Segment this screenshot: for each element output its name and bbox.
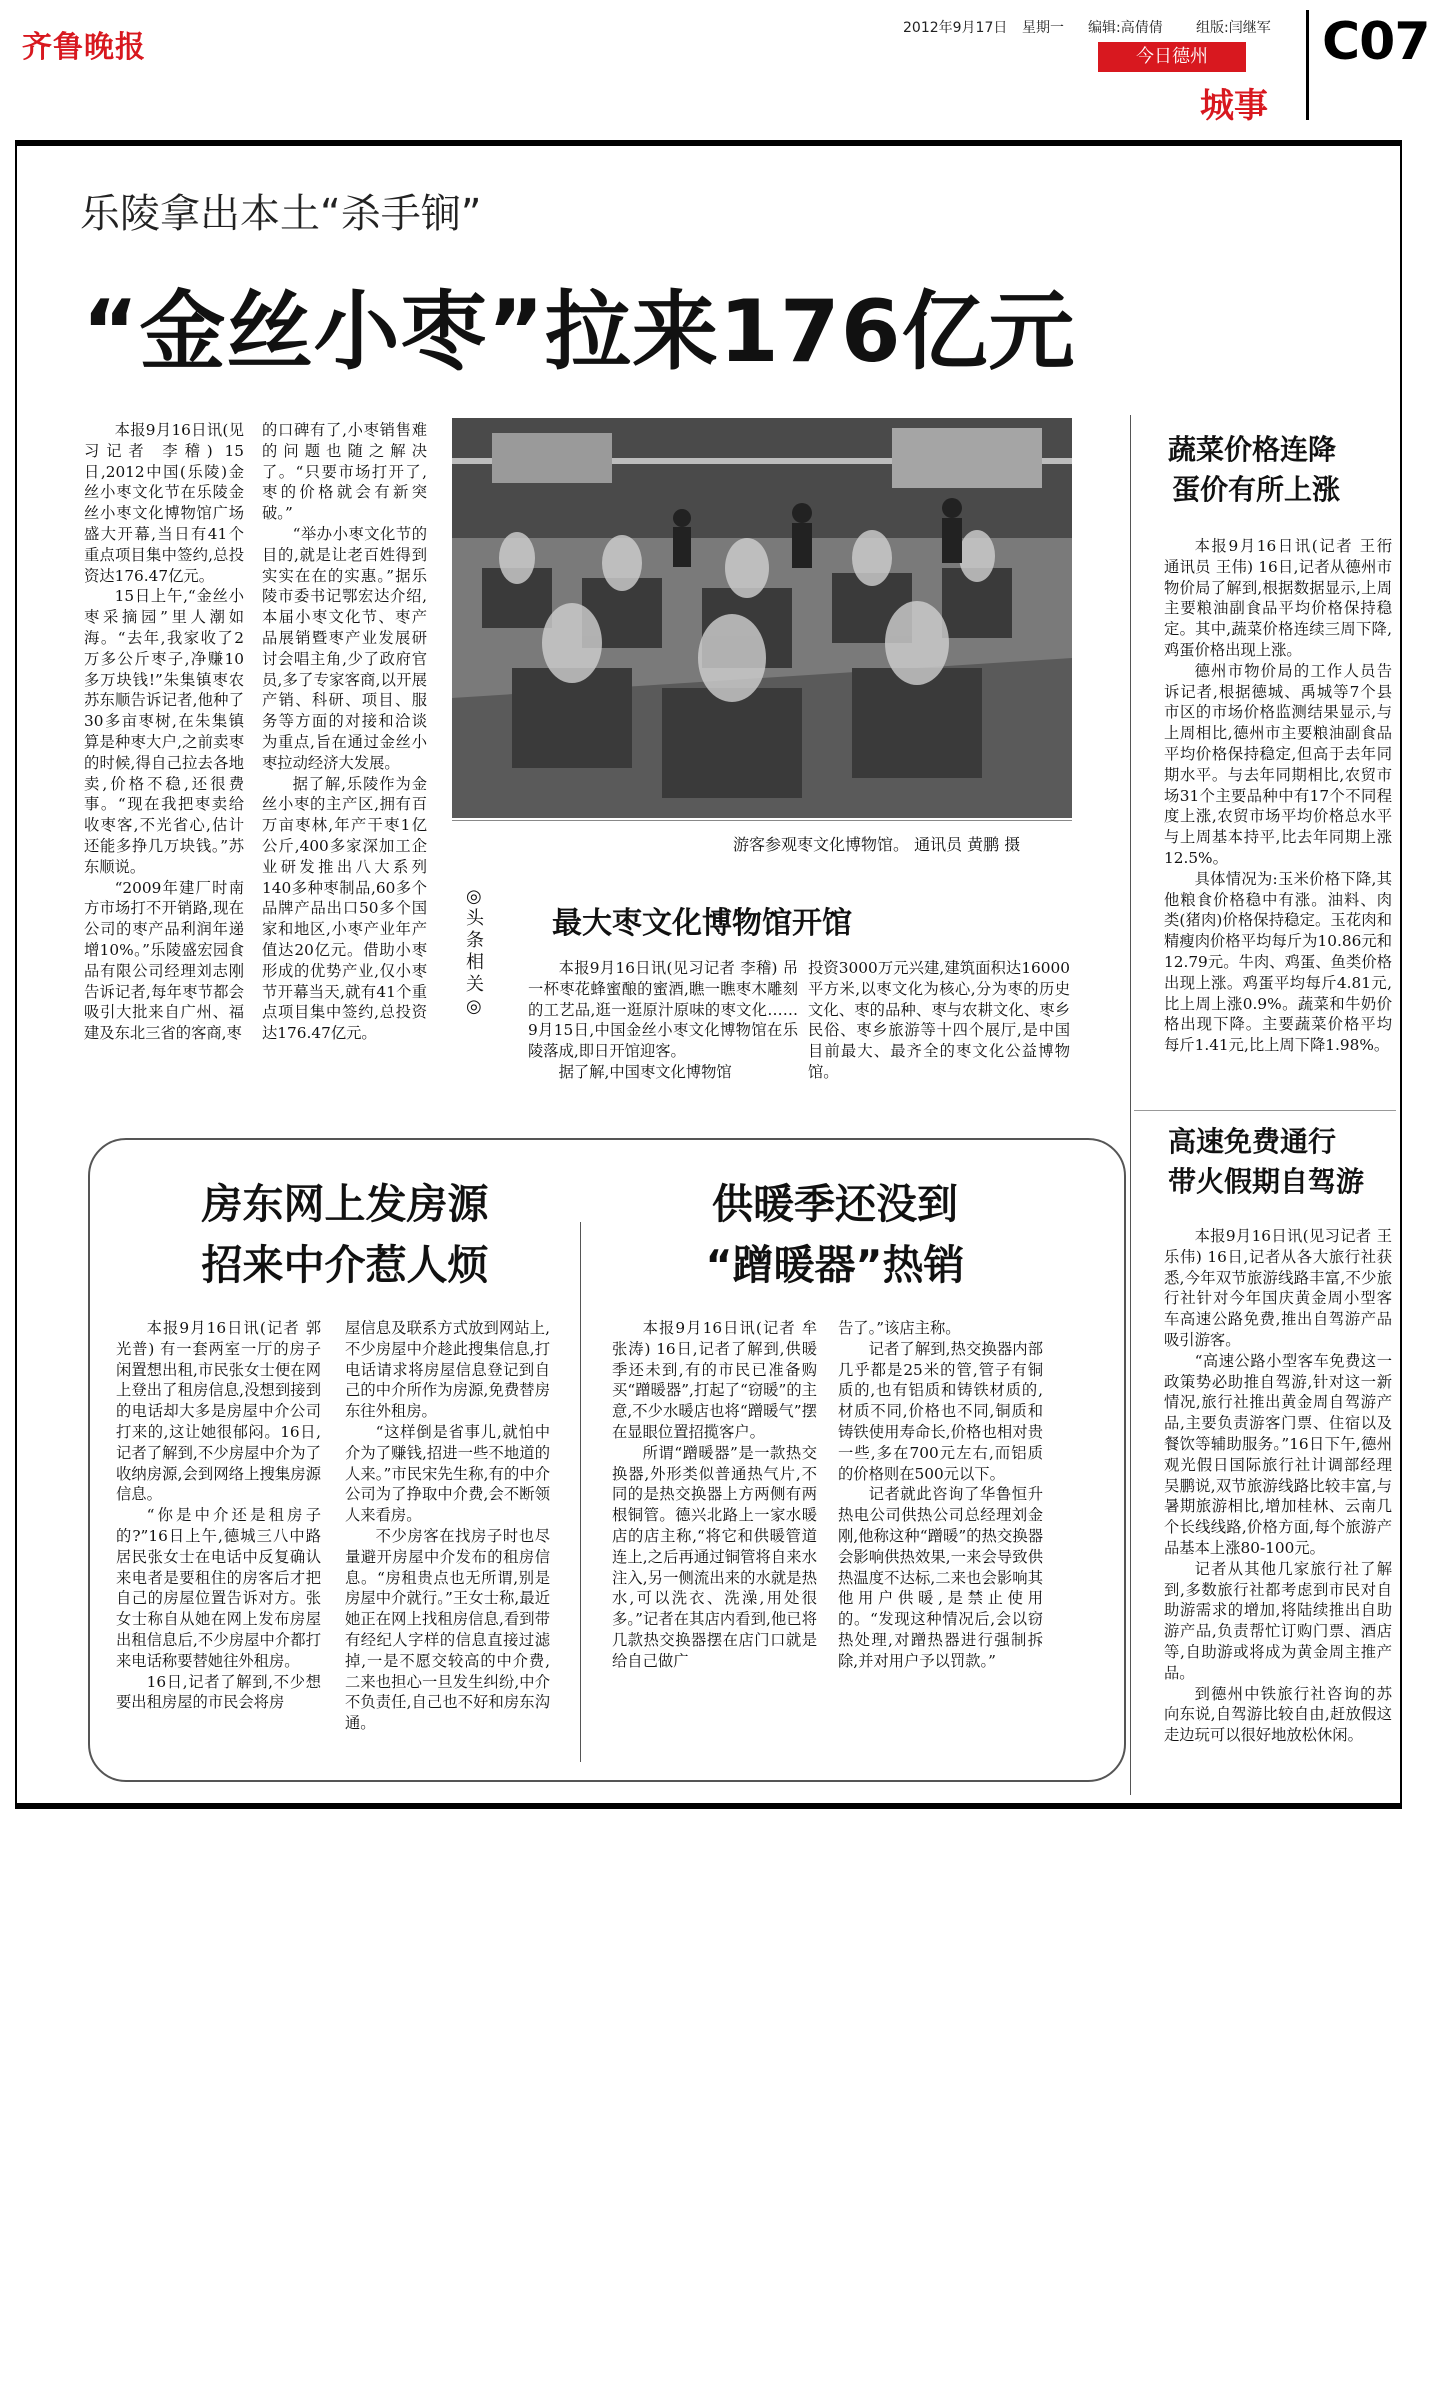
related-vertical-label: ◎头条相关◎ (466, 886, 484, 1017)
main-headline: “金丝小枣”拉来176亿元 (82, 282, 1076, 382)
main-story-col2 (262, 420, 427, 1044)
museum-col1-p1: 本报9月16日讯(见习记者 李稽) 吊一杯枣花蜂蜜酿的蜜酒,瞧一瞧枣木雕刻的工艺品,逛一逛原汁原味的枣文化……9月15日,中国金丝小枣文化博物馆在乐陵落成,即日开馆迎客。 (528, 959, 798, 1061)
main-col1-p2: 15日上午,“金丝小枣采摘园”里人潮如海。“去年,我家收了2万多公斤枣子,净赚10多万块钱!”朱集镇枣农苏东顺告诉记者,他种了30多亩枣树,在朱集镇算是种枣大户,之前卖枣的时候,得自己拉去各地卖,价格不稳,还很费事。“现在我把枣卖给收枣客,不光省心,估计还能多挣几万块钱。”苏东顺说。 (84, 587, 244, 876)
box-left-headline-1: 房东网上发房源 (201, 1180, 489, 1228)
side1-headline-2: 蛋价有所上涨 (1172, 473, 1341, 506)
box-left-col2 (345, 1318, 550, 1734)
museum-photo (452, 418, 1072, 818)
main-kicker: 乐陵拿出本土“杀手锏” (80, 191, 482, 237)
museum-col1-p2: 据了解,中国枣文化博物馆 (558, 1062, 732, 1081)
side1-p3: 具体情况为:玉米价格下降,其他粮食价格稳中有涨。油料、肉类(猪肉)价格保持稳定。玉花肉和精瘦肉价格平均每斤为10.86元和12.79元。牛肉、鸡蛋、鱼类价格出现上涨。鸡蛋平均每斤4.81元,比上周上涨0.9%。蔬菜和牛奶价格出现下降。主要蔬菜价格平均每斤1.41元,比上周下降1.98%。 (1164, 869, 1392, 1055)
side2-p2: “高速公路小型客车免费这一政策势必助推自驾游,针对这一新情况,旅行社推出黄金周自驾游产品,主要负责游客门票、住宿以及餐饮等辅助服务。”16日下午,德州观光假日国际旅行社计调部经理吴鹏说,双节旅游线路比较丰富,与暑期旅游相比,增加桂林、云南几个长线线路,价格方面,每个旅游产品基本上涨80-100元。 (1164, 1351, 1392, 1557)
box-right-col1-p2: 所谓“蹭暖器”是一款热交换器,外形类似普通热气片,不同的是热交换器上方两侧有两根铜管。德兴北路上一家水暖店的店主称,“将它和供暖管道连上,之后再通过铜管将自来水注入,另一侧流出来的水就是热水,可以洗衣、洗澡,用处很多。”记者在其店内看到,他已将几款热交换器摆在店门口就是给自己做广 (612, 1443, 817, 1670)
issue-weekday: 星期一 (1022, 20, 1064, 36)
museum-headline: 最大枣文化博物馆开馆 (552, 906, 852, 941)
section-name: 城事 (1200, 86, 1268, 126)
right-column-rule (1130, 415, 1131, 1795)
issue-date: 2012年9月17日 (903, 20, 1008, 36)
museum-col2-p1: 投资3000万元兴建,建筑面积达16000平方米,以枣文化为核心,分为枣的历史文化、枣的品种、枣与农耕文化、枣乡民俗、枣乡旅游等十四个展厅,是中国目前最大、最齐全的枣文化公益博物馆。 (808, 959, 1070, 1081)
side2-body (1164, 1226, 1392, 1746)
main-col2-p3: 据了解,乐陵作为金丝小枣的主产区,拥有百万亩枣林,年产干枣1亿公斤,400多家深加工企业研发推出八大系列140多种枣制品,60多个品牌产品出口50多个国家和地区,小枣产业年产值达20亿元。借助小枣形成的优势产业,仅小枣节开幕当天,就有41个重点项目集中签约,总投资达176.47亿元。 (262, 774, 427, 1043)
box-right-col2 (838, 1318, 1043, 1672)
box-right-col1 (612, 1318, 817, 1672)
box-left-col1 (116, 1318, 321, 1713)
section-tag: 今日德州 (1098, 42, 1246, 72)
museum-photo-image (452, 418, 1072, 818)
museum-col2 (808, 958, 1070, 1083)
masthead-logo: 齐鲁晚报 (22, 30, 146, 65)
box-right-col1-p1: 本报9月16日讯(记者 牟张涛) 16日,记者了解到,供暖季还未到,有的市民已准备购买“蹭暖器”,打起了“窃暖”的主意,不少水暖店也将“蹭暖气”摆在显眼位置招揽客户。 (612, 1319, 817, 1441)
side2-p4: 到德州中铁旅行社咨询的苏向东说,自驾游比较自由,赶放假这走边玩可以很好地放松休闲。 (1164, 1684, 1392, 1745)
bottom-rule (15, 1803, 1402, 1809)
side2-p1: 本报9月16日讯(见习记者 王乐伟) 16日,记者从各大旅行社获悉,今年双节旅游线路丰富,不少旅行社针对今年国庆黄金周小型客车高速公路免费,推出自驾游产品吸引游客。 (1164, 1227, 1392, 1349)
photo-rule (452, 820, 1072, 821)
main-col2-p1: 的口碑有了,小枣销售难的问题也随之解决了。“只要市场打开了,枣的价格就会有新突破。” (262, 421, 427, 523)
right-rule (1400, 140, 1402, 1808)
box-left-col2-p2: “这样倒是省事儿,就怕中介为了赚钱,招进一些不地道的人来。”市民宋先生称,有的中介公司为了挣取中介费,会不断领人来看房。 (345, 1422, 550, 1525)
box-left-col1-p2: “你是中介还是租房子的?”16日上午,德城三八中路居民张女士在电话中反复确认来电者是要租住的房客后才把自己的房屋位置告诉对方。张女士称自从她在网上发布房屋出租信息后,不少房屋中介都打来电话称要替她往外租房。 (116, 1506, 321, 1670)
box-right-headline-1: 供暖季还没到 (712, 1180, 958, 1228)
box-left-col1-p1: 本报9月16日讯(记者 郭光普) 有一套两室一厅的房子闲置想出租,市民张女士便在网上登出了租房信息,没想到接到的电话却大多是房屋中介公司打来的,这让她很郁闷。16日,记者了解到,不少房屋中介为了收纳房源,会到网络上搜集房源信息。 (116, 1319, 321, 1504)
box-left-col1-p3: 16日,记者了解到,不少想要出租房屋的市民会将房 (116, 1672, 321, 1712)
main-col2-p2: “举办小枣文化节的目的,就是让老百姓得到实实在在的实惠。”据乐陵市委书记鄂宏达介绍,本届小枣文化节、枣产品展销暨枣产业发展研讨会唱主角,少了政府官员,多了专家客商,以开展产销、科研、项目、服务等方面的对接和洽谈为重点,旨在通过金丝小枣拉动经济大发展。 (262, 524, 427, 772)
side2-headline-2: 带火假期自驾游 (1168, 1165, 1365, 1198)
main-story-col1 (84, 420, 244, 1044)
main-col1-p3: “2009年建厂时南方市场打不开销路,现在公司的枣产品利润年递增10%。”乐陵盛宏园食品有限公司经理刘志刚告诉记者,每年枣节都会吸引大批来自广州、福建及东北三省的客商,枣 (84, 878, 244, 1043)
box-divider (580, 1222, 581, 1762)
page-code: C07 (1322, 12, 1430, 72)
side1-p2: 德州市物价局的工作人员告诉记者,根据德城、禹城等7个县市区的市场价格监测结果显示,与上周相比,德州市主要粮油副食品平均价格保持稳定,但高于去年同期水平。与去年同期相比,农贸市场31个主要品种中有17个不同程度上涨,农贸市场平均价格总水平与上周基本持平,比去年同期上涨12.5%。 (1164, 661, 1392, 867)
photo-caption: 游客参观枣文化博物馆。 通讯员 黄鹏 摄 (733, 835, 1021, 854)
side1-body (1164, 536, 1392, 1056)
box-right-col2-p1: 告了。”该店主称。 (838, 1319, 961, 1337)
side-divider (1134, 1110, 1396, 1111)
editor-credit: 编辑:高倩倩 (1088, 20, 1163, 36)
box-left-headline-2: 招来中介惹人烦 (201, 1241, 489, 1289)
box-right-col2-p3: 记者就此咨询了华鲁恒升热电公司供热公司总经理刘金刚,他称这种“蹭暖”的热交换器会影响供热效果,一来会导致供热温度不达标,二来也会影响其他用户供暖,是禁止使用的。“发现这种情况后,会以窃热处理,对蹭热器进行强制拆除,并对用户予以罚款。” (838, 1485, 1043, 1670)
top-rule (15, 140, 1402, 146)
box-right-headline-2: “蹭暖器”热销 (705, 1241, 965, 1289)
main-col1-p1: 本报9月16日讯(见习记者 李稽) 15日,2012中国(乐陵)金丝小枣文化节在乐陵金丝小枣文化博物馆广场盛大开幕,当日有41个重点项目集中签约,总投资达176.47亿元。 (84, 421, 244, 585)
box-left-col2-p3: 不少房客在找房子时也尽量避开房屋中介发布的租房信息。“房租贵点也无所谓,别是房屋中介就行。”王女士称,最近她正在网上找租房信息,看到带有经纪人字样的信息直接过滤掉,一是不愿交较高的中介费,二来也担心一旦发生纠纷,中介不负责任,自己也不好和房东沟通。 (345, 1526, 550, 1733)
box-left-col2-p1: 屋信息及联系方式放到网站上,不少房屋中介趁此搜集信息,打电话请求将房屋信息登记到自己的中介所作为房源,免费替房东往外租房。 (345, 1319, 550, 1421)
left-rule (15, 140, 17, 1808)
side2-p3: 记者从其他几家旅行社了解到,多数旅行社都考虑到市民对自助游需求的增加,将陆续推出自助游产品,负责帮忙订购门票、酒店等,自助游或将成为黄金周主推产品。 (1164, 1559, 1392, 1682)
side1-headline-1: 蔬菜价格连降 (1168, 433, 1337, 466)
side1-p1: 本报9月16日讯(记者 王衎 通讯员 王伟) 16日,记者从德州市物价局了解到,根据数据显示,上周主要粮油副食品平均价格保持稳定。其中,蔬菜价格连续三周下降,鸡蛋价格出现上涨。 (1164, 537, 1392, 659)
header-divider (1306, 10, 1309, 120)
side2-headline-1: 高速免费通行 (1168, 1125, 1337, 1158)
box-right-col2-p2: 记者了解到,热交换器内部几乎都是25米的管,管子有铜质的,也有铝质和铸铁材质的,材质不同,价格也不同,铜质和铸铁使用寿命长,价格也相对贵一些,多在700元左右,而铝质的价格则在500元以下。 (838, 1339, 1043, 1483)
museum-col1 (528, 958, 798, 1083)
layout-credit: 组版:闫继军 (1196, 20, 1271, 36)
